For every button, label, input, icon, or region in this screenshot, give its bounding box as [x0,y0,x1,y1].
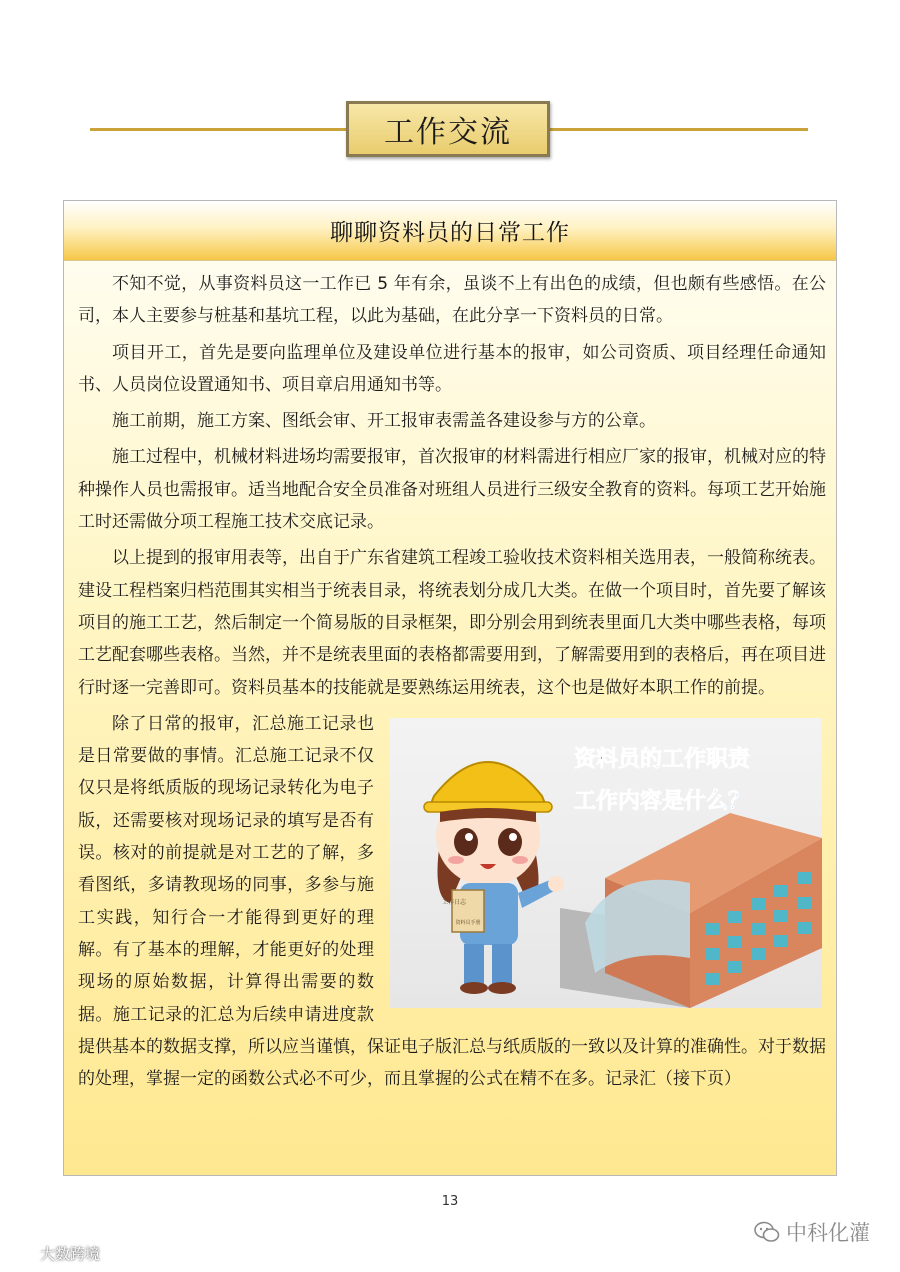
paragraph: 施工前期，施工方案、图纸会审、开工报审表需盖各建设参与方的公章。 [112,411,656,432]
infinity-logo-icon [6,1245,36,1263]
illustration-line2: 工作内容是什么？ [574,788,751,814]
paragraph: 以上提到的报审用表等，出自于广东省建筑工程竣工验收技术资料相关选用表，一般简称统表。建设工程档案归档范围其实相当于统表目录，将统表划分成几大类。在做一个项目时，首先要了解该项目的施工工艺，然后制定一个简易版的目录框架，即分别会用到统表里面几大类中哪些表格，每项工艺配套哪些表格。当然，并不是统表里面的表格都需要用到，了解需要用到的表格后，再在项目进行时逐一完善即可。资料员基本的技能就是要熟练运用统表，这个也是做好本职工作的前提。 [78,548,826,698]
book-label-2: 资料员手册 [455,919,481,926]
watermark-left-text: 大数跨境 [40,1245,101,1263]
paragraph: 不知不觉，从事资料员这一工作已 5 年有余，虽谈不上有出色的成绩，但也颇有些感悟。在公司，本人主要参与桩基和基坑工程，以此为基础，在此分享一下资料员的日常。 [78,274,826,327]
book-label-1: 工作日志 [441,898,467,906]
illustration-art [390,718,822,1008]
paragraph: 施工过程中，机械材料进场均需要报审，首次报审的材料需进行相应厂家的报审，机械对应的特种操作人员也需报审。适当地配合安全员准备对班组人员进行三级安全教育的资料。每项工艺开始施工时还需做分项工程施工技术交底记录。 [78,447,826,533]
illustration-line1: 资料员的工作职责 [574,746,751,772]
page-number: 13 [441,1194,459,1209]
section-title: 工作交流 [346,101,550,157]
article-card [63,200,837,1176]
watermark-right-text: 中科化灌 [786,1221,870,1245]
watermark-right [754,1217,870,1247]
paragraph: 项目开工，首先是要向监理单位及建设单位进行基本的报审，如公司资质、项目经理任命通知书、人员岗位设置通知书、项目章启用通知书等。 [78,342,826,395]
article-body [78,268,826,1099]
section-divider-right [550,128,808,131]
article-title: 聊聊资料员的日常工作 [64,201,836,261]
illustration [390,718,822,1008]
section-divider-left [90,128,348,131]
wechat-icon [754,1221,780,1243]
paragraph: 除了日常的报审，汇总施工记录也是日常要做的事情。汇总施工记录不仅仅只是将纸质版的现场记录转化为电子版，还需要核对现场记录的填写是否有误。核对的前提就是对工艺的了解，多看图纸，多请教现场的同事，多参与施工实践，知行合一才能得到更好的理解。有了基本的理解，才能更好的处理现场的原始数据，计算得出需要的数据。施工记录的汇总为后续申请进度款提供基本的数据支撑，所以应当谨慎，保证电子版汇总与纸质版的一致以及计算的准确性。对于数据的处理，掌握一定的函数公式必不可少，而且掌握的公式在精不在多。记录汇（接下页） [78,713,826,1090]
watermark-left [6,1243,100,1264]
